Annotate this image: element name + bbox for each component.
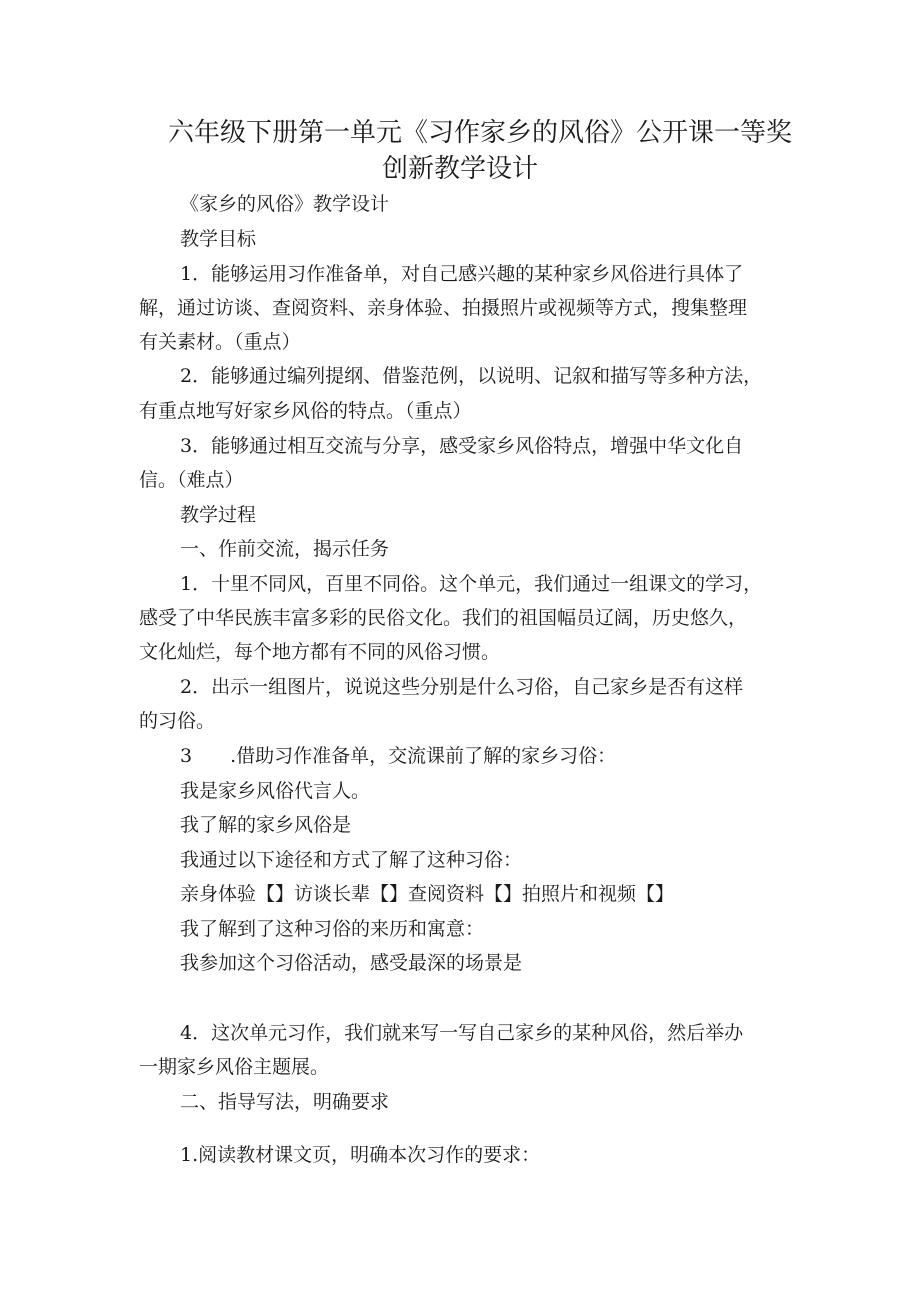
paragraph-line: 2．出示一组图片，说说这些分别是什么习俗，自己家乡是否有这样: [180, 676, 744, 698]
paragraph-line: 3 .借助习作准备单，交流课前了解的家乡习俗：: [180, 745, 617, 767]
paragraph-line: 1．能够运用习作准备单，对自己感兴趣的某种家乡风俗进行具体了: [180, 263, 744, 285]
section-heading: 教学过程: [180, 504, 257, 526]
paragraph-line: 一期家乡风俗主题展。: [139, 1056, 330, 1078]
paragraph-line: 2．能够通过编列提纲、借鉴范例，以说明、记叙和描写等多种方法，: [180, 365, 763, 387]
paragraph-line: 文化灿烂，每个地方都有不同的风俗习惯。: [139, 641, 501, 663]
paragraph-line: 感受了中华民族丰富多彩的民俗文化。我们的祖国幅员辽阔，历史悠久，: [139, 607, 748, 629]
paragraph-line: 1.阅读教材课文页，明确本次习作的要求：: [180, 1144, 541, 1166]
paragraph-line: 我是家乡风俗代言人。: [180, 780, 371, 802]
paragraph-line: 我参加这个习俗活动，感受最深的场景是: [180, 952, 523, 974]
document-title-line-2: 创新教学设计: [381, 154, 538, 184]
paragraph-line: 我了解到了这种习俗的来历和寓意：: [180, 918, 485, 940]
paragraph-line: 我了解的家乡风俗是: [180, 814, 352, 836]
section-heading: 教学目标: [180, 228, 257, 250]
section-heading: 二、指导写法，明确要求: [180, 1091, 390, 1113]
paragraph-line: 1．十里不同风，百里不同俗。这个单元，我们通过一组课文的学习，: [180, 573, 763, 595]
paragraph-line: 的习俗。: [139, 710, 216, 732]
paragraph-line: 有关素材。（重点）: [139, 331, 301, 353]
paragraph-line: 4．这次单元习作，我们就来写一写自己家乡的某种风俗，然后举办: [180, 1022, 744, 1044]
document-title-line-1: 六年级下册第一单元《习作家乡的风俗》公开课一等奖: [167, 118, 792, 148]
subtitle: 《家乡的风俗》教学设计: [180, 193, 390, 215]
section-heading: 一、作前交流，揭示任务: [180, 538, 390, 560]
paragraph-line: 解，通过访谈、查阅资料、亲身体验、拍摄照片或视频等方式，搜集整理: [139, 297, 748, 319]
paragraph-line: 我通过以下途径和方式了解了这种习俗：: [180, 849, 523, 871]
paragraph-line: 3．能够通过相互交流与分享，感受家乡风俗特点，增强中华文化自: [180, 435, 744, 457]
paragraph-line: 亲身体验【】访谈长辈【】查阅资料【】拍照片和视频【】: [180, 883, 675, 905]
paragraph-line: 有重点地写好家乡风俗的特点。（重点）: [139, 400, 472, 422]
paragraph-line: 信。（难点）: [139, 469, 244, 491]
